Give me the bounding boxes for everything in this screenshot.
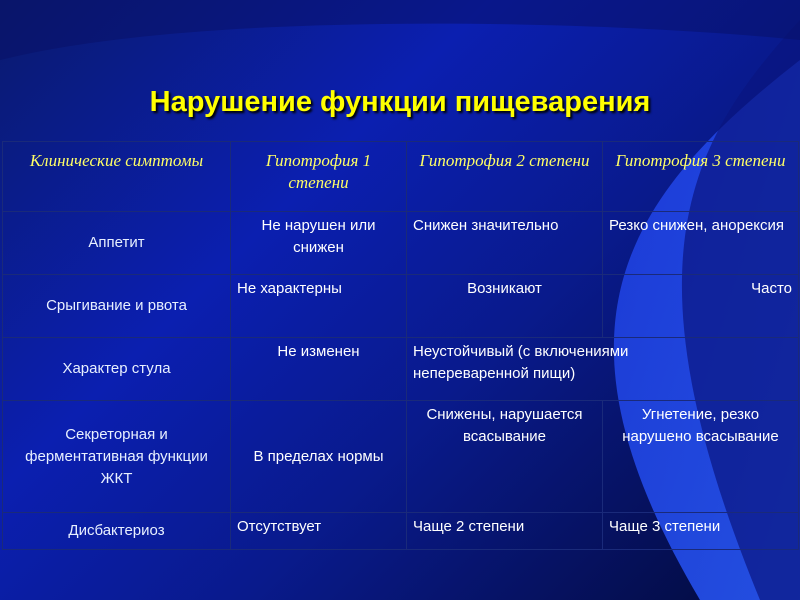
header-grade-1: Гипотрофия 1 степени: [231, 142, 407, 212]
table-cell: Снижены, нарушается всасывание: [407, 401, 603, 513]
row-label: Аппетит: [3, 212, 231, 275]
table-cell: Возникают: [407, 275, 603, 338]
row-label: Секреторная и ферментативная функции ЖКТ: [3, 401, 231, 513]
row-label: Дисбактериоз: [3, 513, 231, 550]
table-row: [3, 513, 799, 550]
table-cell: Угнетение, резко нарушено всасывание: [603, 401, 799, 513]
table-cell: Чаще 3 степени: [603, 513, 799, 550]
row-label: Характер стула: [3, 338, 231, 401]
table-row: [3, 401, 799, 513]
table-header-row: [3, 142, 799, 212]
symptoms-table: [2, 141, 799, 550]
table-cell: Не характерны: [231, 275, 407, 338]
table-cell: Не изменен: [231, 338, 407, 401]
table-row: [3, 338, 799, 401]
row-label: Срыгивание и рвота: [3, 275, 231, 338]
table-cell: В пределах нормы: [231, 401, 407, 513]
table-cell: Чаще 2 степени: [407, 513, 603, 550]
table-row: [3, 212, 799, 275]
table-cell: Часто: [603, 275, 799, 338]
table-row: [3, 275, 799, 338]
header-symptoms: Клинические симптомы: [3, 142, 231, 212]
table-cell: Не нарушен или снижен: [231, 212, 407, 275]
header-grade-3: Гипотрофия 3 степени: [603, 142, 799, 212]
table-cell: Неустойчивый (с включениями непереваренной пищи): [407, 338, 799, 401]
table-cell: Отсутствует: [231, 513, 407, 550]
table-cell: Резко снижен, анорексия: [603, 212, 799, 275]
page-title: Нарушение функции пищеварения: [149, 86, 651, 118]
header-grade-2: Гипотрофия 2 степени: [407, 142, 603, 212]
table-cell: Снижен значительно: [407, 212, 603, 275]
